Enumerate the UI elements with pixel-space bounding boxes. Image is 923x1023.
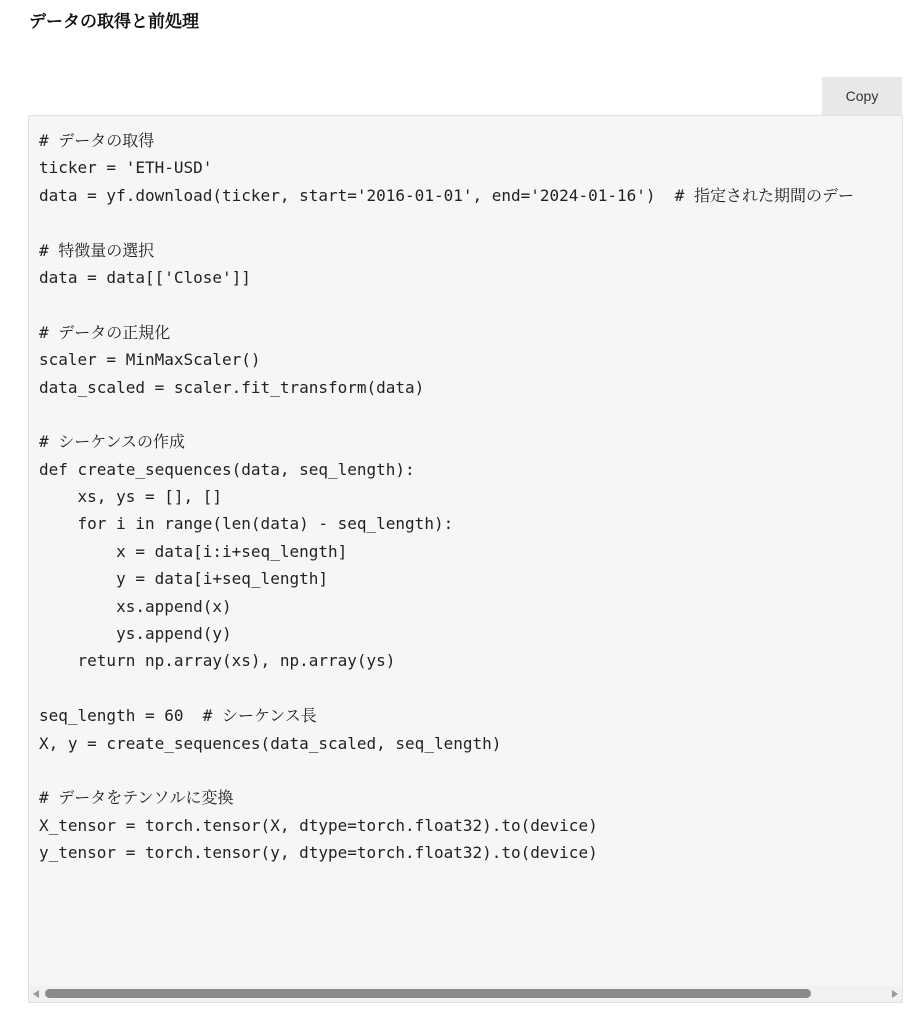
code-line: # データをテンソルに変換 bbox=[39, 788, 234, 808]
code-line: # 特徴量の選択 bbox=[39, 240, 155, 260]
code-line: ticker = 'ETH-USD' bbox=[39, 158, 213, 178]
code-line: y = data[i+seq_length] bbox=[39, 569, 328, 589]
copy-button[interactable]: Copy bbox=[822, 77, 902, 115]
code-line: scaler = MinMaxScaler() bbox=[39, 350, 261, 370]
code-line: y_tensor = torch.tensor(y, dtype=torch.float32).to(device) bbox=[39, 843, 598, 863]
code-line: x = data[i:i+seq_length] bbox=[39, 541, 348, 561]
code-line: # データの取得 bbox=[39, 131, 155, 150]
code-line bbox=[39, 209, 854, 236]
scrollbar-thumb[interactable] bbox=[45, 989, 811, 998]
scroll-left-arrow-icon[interactable] bbox=[33, 990, 39, 998]
code-line: for i in range(len(data) - seq_length): bbox=[39, 514, 454, 534]
code-line: data_scaled = scaler.fit_transform(data) bbox=[39, 377, 425, 397]
code-line: def create_sequences(data, seq_length): bbox=[39, 459, 415, 479]
code-line bbox=[39, 291, 854, 318]
horizontal-scrollbar[interactable] bbox=[29, 986, 902, 1002]
code-line: data = data[['Close']] bbox=[39, 267, 251, 287]
code-line bbox=[39, 757, 854, 784]
section-title: データの取得と前処理 bbox=[29, 12, 199, 32]
code-line bbox=[39, 675, 854, 702]
code-toolbar bbox=[28, 77, 903, 115]
code-line: # シーケンスの作成 bbox=[39, 432, 185, 452]
code-line: ys.append(y) bbox=[39, 624, 232, 644]
code-content bbox=[39, 127, 854, 867]
scroll-right-arrow-icon[interactable] bbox=[892, 990, 898, 998]
code-line: X_tensor = torch.tensor(X, dtype=torch.float32).to(device) bbox=[39, 815, 598, 835]
code-line bbox=[39, 401, 854, 428]
code-line: X, y = create_sequences(data_scaled, seq_length) bbox=[39, 733, 502, 753]
code-line: data = yf.download(ticker, start='2016-01-01', end='2024-01-16') # 指定された期間のデー bbox=[39, 185, 855, 205]
code-line: # データの正規化 bbox=[39, 322, 171, 342]
code-line: return np.array(xs), np.array(ys) bbox=[39, 651, 396, 671]
code-line: seq_length = 60 # シーケンス長 bbox=[39, 706, 317, 726]
code-area[interactable] bbox=[28, 115, 903, 1003]
code-block bbox=[28, 77, 903, 1003]
code-line: xs.append(x) bbox=[39, 596, 232, 616]
code-line: xs, ys = [], [] bbox=[39, 487, 223, 507]
